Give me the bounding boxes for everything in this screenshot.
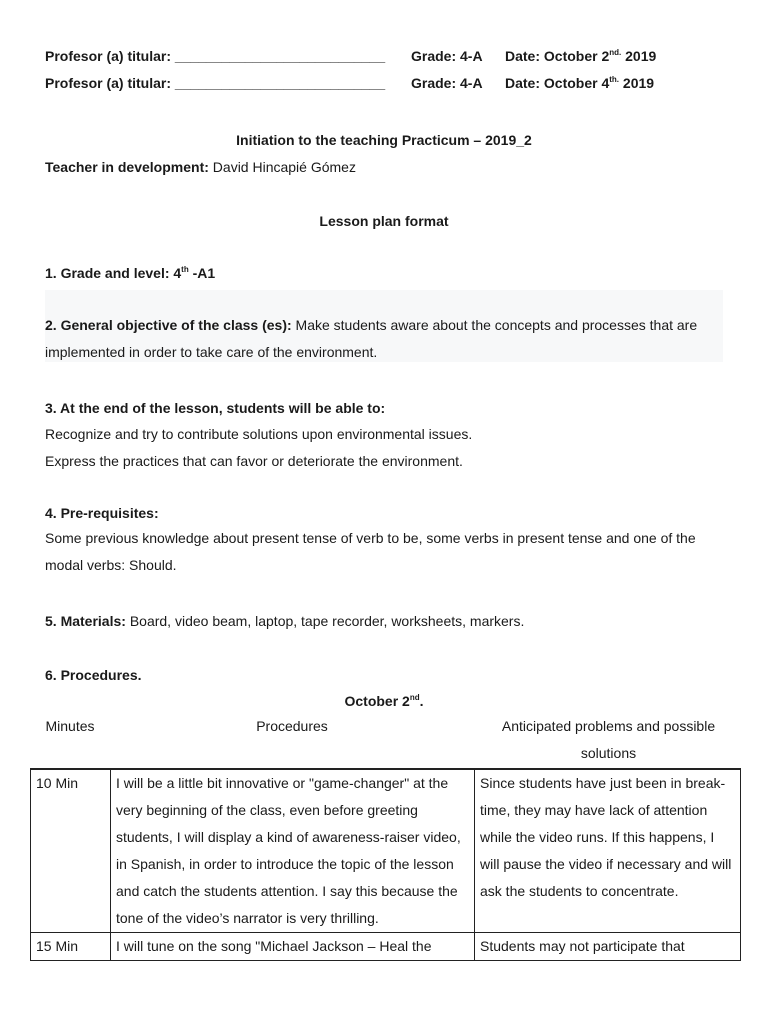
teacher-label: Profesor (a) titular: <box>45 48 172 64</box>
grade-label: Grade: 4-A <box>411 48 483 64</box>
teacher-blank: ___________________________ <box>174 75 386 91</box>
table-row <box>31 769 741 933</box>
section-procedures-heading: 6. Procedures. <box>45 667 142 683</box>
grade-label: Grade: 4-A <box>411 75 483 91</box>
procedures-table <box>30 768 741 961</box>
teacher-label: Profesor (a) titular: <box>45 75 172 91</box>
table-row <box>31 933 741 961</box>
header-row-2 <box>45 73 655 93</box>
date-label: Date: October $2^{nd.}$ 2019 <box>505 48 657 64</box>
section-general-objective: 2. General objective of the class (es): Make students aware about the concepts and processes that are implemented in order to take care of the environment. <box>45 317 698 360</box>
procedure-cell: I will be a little bit innovative or "game-changer" at the very beginning of the class, even before greeting students, I will display a kind of awareness-raiser video, in Spanish, in order to introduce the topic of the lesson and catch the students attention. I say this because the tone of the video’s narrator is very thrilling. <box>111 769 475 933</box>
teacher-blank: ___________________________ <box>174 48 386 64</box>
section-grade-level: 1. Grade and level: 4th -A1 <box>45 265 216 281</box>
section-materials: 5. Materials: Board, video beam, laptop, tape recorder, worksheets, markers. <box>45 613 525 629</box>
column-header-procedures: Procedures <box>256 718 328 734</box>
problems-cell: Since students have just been in break-time, they may have lack of attention while the video runs. If this happens, I will pause the video if necessary and will ask the students to concentrate. <box>475 769 741 933</box>
column-header-problems: Anticipated problems and possible solutions <box>501 718 716 761</box>
outcome-item: Recognize and try to contribute solutions upon environmental issues. <box>45 426 473 442</box>
procedure-cell: I will tune on the song "Michael Jackson – Heal the <box>111 933 475 961</box>
prerequisites-text: Some previous knowledge about present tense of verb to be, some verbs in present tense and one of the modal verbs: Should. <box>45 530 696 573</box>
date-label: Date: October $4^{th.}$ 2019 <box>505 75 655 91</box>
minutes-cell: 15 Min <box>31 933 111 961</box>
schedule-day: October 2nd. <box>344 693 424 709</box>
header-row-1 <box>45 46 657 66</box>
column-header-minutes: Minutes <box>45 718 95 734</box>
outcome-item: Express the practices that can favor or deteriorate the environment. <box>45 453 463 469</box>
problems-cell: Students may not participate that <box>475 933 741 961</box>
minutes-cell: 10 Min <box>31 769 111 933</box>
section-prerequisites-heading: 4. Pre-requisites: <box>45 505 159 521</box>
course-title: Initiation to the teaching Practicum – 2019_2 <box>236 132 532 148</box>
lesson-plan-title: Lesson plan format <box>319 213 449 229</box>
section-outcomes-heading: 3. At the end of the lesson, students will be able to: <box>45 400 386 416</box>
teacher-in-development: Teacher in development: David Hincapié Gómez <box>45 159 356 175</box>
